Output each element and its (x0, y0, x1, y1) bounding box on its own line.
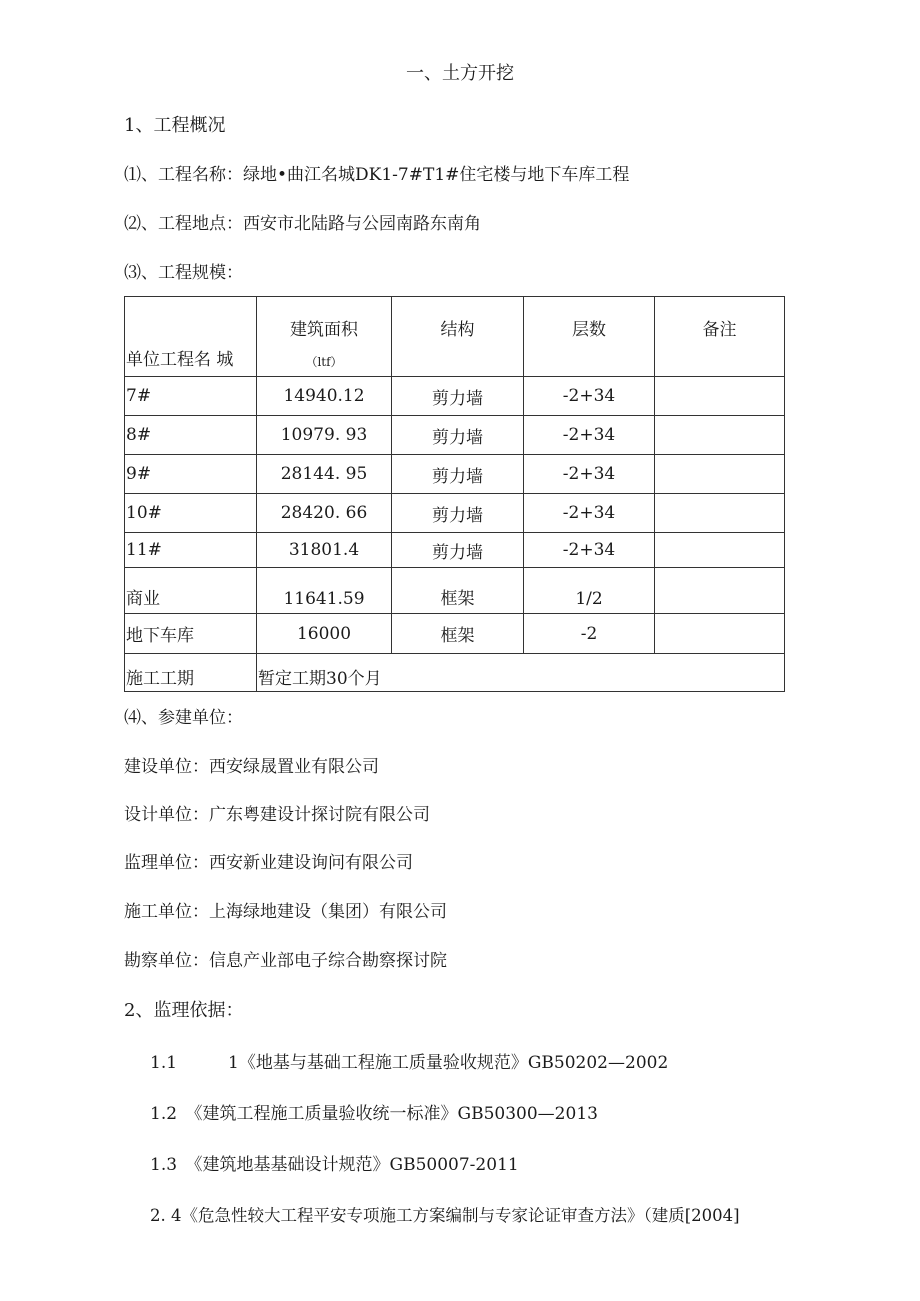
cell-floors: -2+34 (524, 377, 655, 416)
cell-floors: -2+34 (524, 533, 655, 568)
project-scale-table (124, 296, 785, 692)
cell-period-value: 暂定工期30个月 (257, 654, 785, 692)
cell-floors: -2+34 (524, 455, 655, 494)
table-header-row (125, 297, 785, 377)
cell-structure: 剪力墙 (392, 455, 524, 494)
table-row (125, 416, 785, 455)
cell-floors: -2 (524, 614, 655, 654)
table-row (125, 455, 785, 494)
participants-heading: ⑷、参建单位： (124, 708, 243, 728)
project-scale-label: ⑶、工程规模： (124, 263, 243, 283)
cell-remark (655, 455, 785, 494)
cell-floors: -2+34 (524, 416, 655, 455)
table-row (125, 533, 785, 568)
designer-unit: 设计单位：广东粤建设计探讨院有限公司 (124, 805, 430, 825)
reference-item: 2. 4《危急性较大工程平安专项施工方案编制与专家论证审查方法》（建质[2004] (150, 1206, 740, 1225)
cell-unit: 8# (125, 416, 257, 455)
cell-remark (655, 416, 785, 455)
section-heading-basis: 2、监理依据： (124, 1000, 244, 1021)
cell-area: 28144. 95 (257, 455, 392, 494)
header-remark: 备注 (655, 297, 785, 377)
page-title: 一、土方开挖 (406, 63, 514, 84)
cell-structure: 剪力墙 (392, 377, 524, 416)
cell-structure: 剪力墙 (392, 494, 524, 533)
cell-unit: 商业 (125, 568, 257, 614)
reference-item: 1.3 《建筑地基基础设计规范》GB50007-2011 (150, 1155, 519, 1175)
cell-structure: 框架 (392, 568, 524, 614)
cell-period-label: 施工工期 (125, 654, 257, 692)
cell-structure: 剪力墙 (392, 416, 524, 455)
table-row (125, 614, 785, 654)
cell-floors: 1/2 (524, 568, 655, 614)
project-name: ⑴、工程名称：绿地•曲江名城DK1-7#T1#住宅楼与地下车库工程 (124, 165, 630, 185)
section-heading-overview: 1、工程概况 (124, 115, 226, 136)
cell-unit: 11# (125, 533, 257, 568)
cell-remark (655, 614, 785, 654)
header-structure: 结构 (392, 297, 524, 377)
reference-item: 1.1 1《地基与基础工程施工质量验收规范》GB50202—2002 (150, 1053, 669, 1073)
cell-remark (655, 568, 785, 614)
cell-unit: 10# (125, 494, 257, 533)
supervisor-unit: 监理单位：西安新业建设询问有限公司 (124, 853, 413, 873)
cell-remark (655, 494, 785, 533)
cell-structure: 框架 (392, 614, 524, 654)
builder-unit: 建设单位：西安绿晟置业有限公司 (124, 757, 379, 777)
header-floors: 层数 (524, 297, 655, 377)
cell-area: 31801.4 (257, 533, 392, 568)
contractor-unit: 施工单位：上海绿地建设（集团）有限公司 (124, 902, 447, 922)
cell-remark (655, 533, 785, 568)
cell-structure: 剪力墙 (392, 533, 524, 568)
cell-floors: -2+34 (524, 494, 655, 533)
cell-area: 16000 (257, 614, 392, 654)
table-row-period (125, 654, 785, 692)
cell-unit: 7# (125, 377, 257, 416)
cell-unit: 地下车库 (125, 614, 257, 654)
header-area: 建筑面积 (290, 320, 358, 340)
cell-area: 28420. 66 (257, 494, 392, 533)
header-unit: 单位工程名 城 (125, 297, 257, 377)
table-row (125, 494, 785, 533)
table-row (125, 568, 785, 614)
cell-area: 10979. 93 (257, 416, 392, 455)
surveyor-unit: 勘察单位：信息产业部电子综合勘察探讨院 (124, 951, 447, 971)
cell-unit: 9# (125, 455, 257, 494)
reference-item: 1.2 《建筑工程施工质量验收统一标准》GB50300—2013 (150, 1104, 598, 1124)
cell-area: 14940.12 (257, 377, 392, 416)
cell-remark (655, 377, 785, 416)
cell-area: 11641.59 (257, 568, 392, 614)
project-location: ⑵、工程地点：西安市北陆路与公园南路东南角 (124, 214, 481, 234)
table-row (125, 377, 785, 416)
header-area-unit: （ltf） (305, 355, 343, 369)
